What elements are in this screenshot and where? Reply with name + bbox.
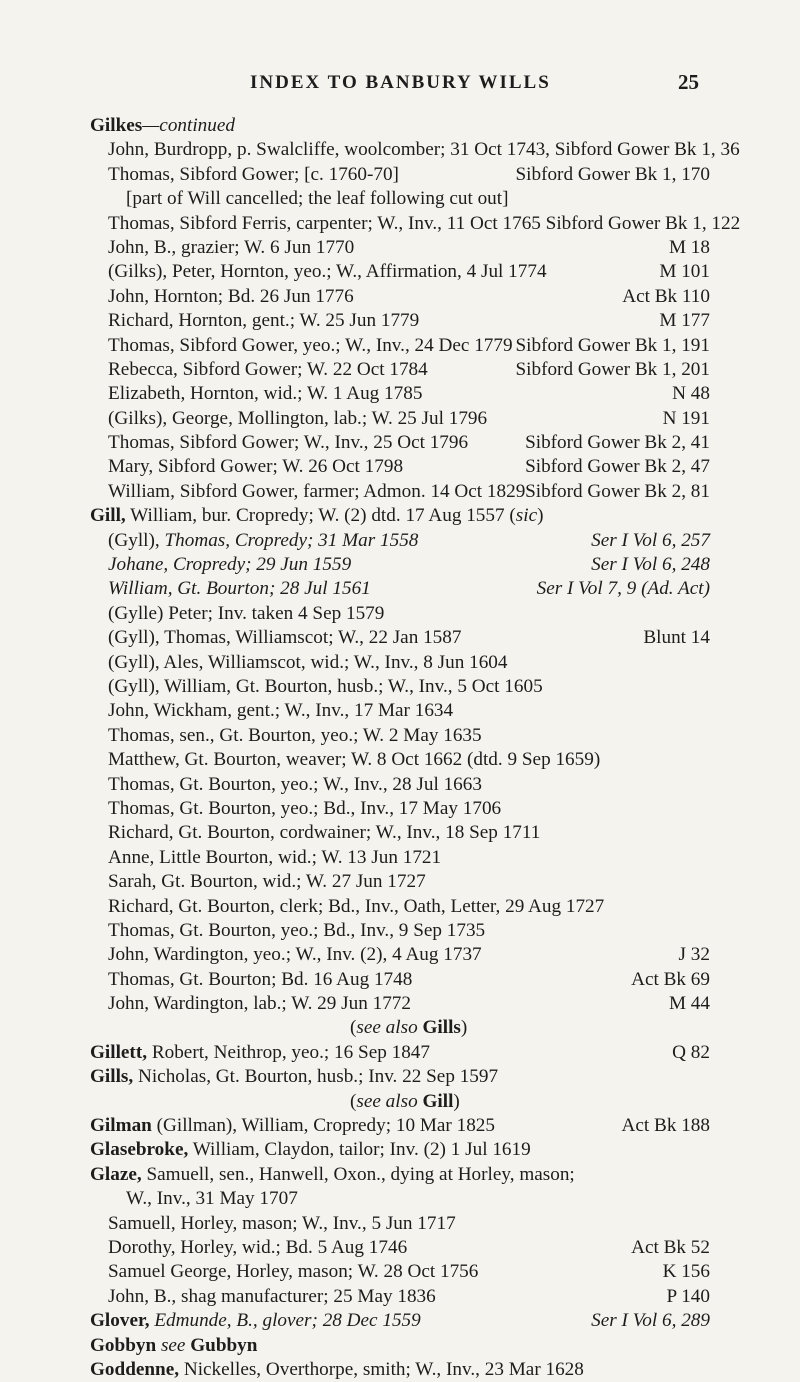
entry-reference: P 140 xyxy=(666,1285,710,1307)
entry-text xyxy=(126,187,509,211)
entry-surname: Glaze, xyxy=(90,1163,142,1185)
index-entry xyxy=(90,163,710,187)
entry-segment: Samuell, Horley, mason; W., Inv., 5 Jun 1717 xyxy=(108,1212,456,1234)
entry-text xyxy=(90,1065,498,1089)
entry-segment: Nickelles, Overthorpe, smith; W., Inv., 23 Mar 1628 xyxy=(179,1358,584,1380)
entry-segment: John, B., shag manufacturer; 25 May 1836 xyxy=(108,1285,436,1307)
entry-text xyxy=(108,480,525,504)
entry-text xyxy=(108,1236,407,1260)
entry-segment: Dorothy, Horley, wid.; Bd. 5 Aug 1746 xyxy=(108,1236,408,1258)
entry-reference: Ser I Vol 7, 9 (Ad. Act) xyxy=(536,578,710,600)
index-entry xyxy=(90,724,710,748)
index-entry xyxy=(90,1260,710,1284)
entry-text xyxy=(108,529,418,553)
index-entry xyxy=(90,1212,710,1236)
entry-reference: M 101 xyxy=(659,261,710,283)
entry-surname: Gilkes xyxy=(90,115,143,136)
entry-reference: Sibford Gower Bk 1, 201 xyxy=(515,358,710,380)
index-entry xyxy=(90,895,710,919)
entry-reference: Sibford Gower Bk 2, 41 xyxy=(525,432,710,454)
entry-text xyxy=(108,602,384,626)
entry-reference: Act Bk 188 xyxy=(621,1115,710,1137)
entry-surname: Gills xyxy=(422,1017,461,1039)
entry-text xyxy=(108,895,604,919)
entry-segment: John, Wardington, yeo.; W., Inv. (2), 4 Aug 1737 xyxy=(108,944,482,966)
entry-segment: Thomas, Gt. Bourton; Bd. 16 Aug 1748 xyxy=(108,968,413,990)
index-entry xyxy=(90,1187,710,1211)
entry-reference: Q 82 xyxy=(672,1041,710,1063)
entry-segment: ( xyxy=(350,1017,357,1039)
index-entry xyxy=(90,529,710,553)
entry-segment: [part of Will cancelled; the leaf following cut out] xyxy=(126,188,509,210)
entry-text xyxy=(108,797,501,821)
entry-text xyxy=(108,285,354,309)
entry-text xyxy=(108,1260,478,1284)
entry-surname: Gubbyn xyxy=(190,1334,258,1356)
entry-segment: William, Claydon, tailor; Inv. (2) 1 Jul 1619 xyxy=(188,1139,531,1161)
entry-text xyxy=(108,212,740,236)
entry-text xyxy=(108,407,487,431)
entry-segment: Thomas, Sibford Ferris, carpenter; W., Inv., 11 Oct 1765 Sibford Gower Bk 1, 122 xyxy=(108,212,741,234)
entry-text xyxy=(108,260,547,284)
index-entry xyxy=(90,553,710,577)
entry-segment: John, Burdropp, p. Swalcliffe, woolcomber; 31 Oct 1743, Sibford Gower Bk 1, 36 xyxy=(108,139,740,161)
index-entry xyxy=(90,1090,710,1114)
index-entries xyxy=(90,114,741,1382)
entry-segment: Robert, Neithrop, yeo.; 16 Sep 1847 xyxy=(147,1041,430,1063)
entry-reference: N 191 xyxy=(662,407,710,429)
entry-segment: Nicholas, Gt. Bourton, husb.; Inv. 22 Sep 1597 xyxy=(133,1066,499,1088)
entry-segment: John, B., grazier; W. 6 Jun 1770 xyxy=(108,236,355,258)
entry-text xyxy=(108,821,540,845)
entry-reference: Ser I Vol 6, 289 xyxy=(591,1310,710,1332)
entry-text xyxy=(108,992,411,1016)
entry-text xyxy=(108,138,740,162)
index-entry xyxy=(90,626,710,650)
entry-segment: John, Wardington, lab.; W. 29 Jun 1772 xyxy=(108,993,411,1015)
entry-surname: Gilman xyxy=(90,1115,152,1137)
index-entry xyxy=(90,870,710,894)
entry-segment: William, Gt. Bourton; 28 Jul 1561 xyxy=(108,578,371,600)
entry-text xyxy=(90,1163,575,1187)
entry-segment: Matthew, Gt. Bourton, weaver; W. 8 Oct 1662 (dtd. 9 Sep 1659) xyxy=(108,749,601,771)
entry-segment: John, Wickham, gent.; W., Inv., 17 Mar 1634 xyxy=(108,700,454,722)
entry-segment: Thomas, Gt. Bourton, yeo.; Bd., Inv., 17 May 1706 xyxy=(108,797,502,819)
index-entry xyxy=(90,1114,710,1138)
index-entry xyxy=(90,1334,710,1358)
entry-text xyxy=(108,748,600,772)
entry-surname: Glover, xyxy=(90,1310,150,1332)
entry-reference: Act Bk 110 xyxy=(622,285,710,307)
entry-segment: sic xyxy=(515,505,538,527)
entry-segment: Richard, Gt. Bourton, cordwainer; W., Inv., 18 Sep 1711 xyxy=(108,822,541,844)
entry-text xyxy=(90,1041,430,1065)
index-entry xyxy=(90,797,710,821)
entry-text xyxy=(108,1285,436,1309)
entry-text xyxy=(126,1187,298,1211)
index-entry xyxy=(90,821,710,845)
entry-segment: see xyxy=(156,1334,191,1356)
entry-surname: Glasebroke, xyxy=(90,1139,189,1161)
entry-text xyxy=(108,309,419,333)
index-entry xyxy=(90,675,710,699)
entry-text xyxy=(90,1138,531,1162)
entry-text xyxy=(108,455,403,479)
index-entry xyxy=(90,968,710,992)
entry-segment: ) xyxy=(460,1017,468,1039)
index-entry xyxy=(90,1285,710,1309)
entry-text xyxy=(90,1358,584,1382)
entry-text xyxy=(108,651,508,675)
index-entry xyxy=(90,431,710,455)
entry-segment: (Gyll), William, Gt. Bourton, husb.; W., Inv., 5 Oct 1605 xyxy=(108,675,543,697)
entry-surname: Gobbyn xyxy=(90,1334,157,1356)
entry-text xyxy=(108,334,513,358)
running-head: INDEX TO BANBURY WILLS xyxy=(250,72,551,93)
entry-reference: M 18 xyxy=(668,236,710,258)
index-entry xyxy=(90,1138,710,1162)
index-entry xyxy=(90,114,710,138)
entry-reference: Sibford Gower Bk 2, 47 xyxy=(525,456,710,478)
index-entry xyxy=(90,992,710,1016)
entry-segment: Thomas, Gt. Bourton, yeo.; Bd., Inv., 9 Sep 1735 xyxy=(108,919,486,941)
entry-reference: N 48 xyxy=(672,383,710,405)
index-entry xyxy=(90,285,710,309)
entry-segment: Richard, Gt. Bourton, clerk; Bd., Inv., Oath, Letter, 29 Aug 1727 xyxy=(108,895,605,917)
entry-segment: (Gylle) Peter; Inv. taken 4 Sep 1579 xyxy=(108,602,385,624)
entry-segment: Richard, Hornton, gent.; W. 25 Jun 1779 xyxy=(108,310,420,332)
entry-text xyxy=(108,431,468,455)
entry-text xyxy=(90,114,235,138)
entry-segment: W., Inv., 31 May 1707 xyxy=(126,1188,298,1210)
entry-reference: M 177 xyxy=(659,310,710,332)
index-entry xyxy=(90,504,710,528)
index-entry xyxy=(90,138,740,162)
entry-reference: Sibford Gower Bk 1, 191 xyxy=(515,334,710,356)
entry-text xyxy=(108,236,354,260)
entry-segment: (Gyll), xyxy=(108,529,165,551)
entry-segment: John, Hornton; Bd. 26 Jun 1776 xyxy=(108,285,354,307)
index-entry xyxy=(90,773,710,797)
index-entry xyxy=(90,236,710,260)
index-entry xyxy=(90,1309,710,1333)
entry-text xyxy=(108,870,426,894)
index-entry xyxy=(90,1065,710,1089)
entry-text xyxy=(108,163,399,187)
entry-text xyxy=(108,773,482,797)
entry-text xyxy=(90,1334,257,1358)
index-entry xyxy=(90,480,710,504)
entry-segment: see also xyxy=(356,1090,423,1112)
entry-reference: Act Bk 69 xyxy=(631,968,710,990)
entry-surname: Goddenne, xyxy=(90,1358,180,1380)
entry-segment: William, bur. Cropredy; W. (2) dtd. 17 Aug 1557 ( xyxy=(125,505,516,527)
entry-reference: Act Bk 52 xyxy=(631,1236,710,1258)
entry-surname: Gillett, xyxy=(90,1041,148,1063)
entry-segment: Thomas, Cropredy; 31 Mar 1558 xyxy=(164,529,419,551)
index-entry xyxy=(90,407,710,431)
entry-segment: (Gyll), Ales, Williamscot, wid.; W., Inv., 8 Jun 1604 xyxy=(108,651,508,673)
entry-reference: Sibford Gower Bk 2, 81 xyxy=(525,480,710,502)
entry-surname: Gill, xyxy=(90,505,126,527)
index-entry xyxy=(90,943,710,967)
entry-surname: Gill xyxy=(422,1090,454,1112)
index-entry xyxy=(90,846,710,870)
entry-text xyxy=(108,968,412,992)
entry-text xyxy=(108,577,371,601)
entry-text xyxy=(108,699,453,723)
entry-surname: Gills, xyxy=(90,1066,134,1088)
entry-segment: William, Sibford Gower, farmer; Admon. 14 Oct 1829 xyxy=(108,480,526,502)
entry-text xyxy=(108,626,461,650)
entry-text xyxy=(90,1309,421,1333)
entry-text xyxy=(350,1016,467,1040)
entry-segment: (Gyll), Thomas, Williamscot; W., 22 Jan 1587 xyxy=(108,627,462,649)
entry-reference: K 156 xyxy=(662,1261,710,1283)
entry-segment: (Gilks), Peter, Hornton, yeo.; W., Affirmation, 4 Jul 1774 xyxy=(108,261,547,283)
index-entry xyxy=(90,187,710,211)
index-entry xyxy=(90,1016,710,1040)
entry-segment: ) xyxy=(453,1090,460,1112)
index-entry xyxy=(90,1163,710,1187)
entry-text xyxy=(90,504,544,528)
index-entry xyxy=(90,699,710,723)
entry-reference: Ser I Vol 6, 248 xyxy=(591,554,710,576)
index-entry xyxy=(90,382,710,406)
index-entry xyxy=(90,919,710,943)
entry-segment: —continued xyxy=(142,115,235,136)
entry-segment: ) xyxy=(537,505,544,527)
entry-segment: Thomas, sen., Gt. Bourton, yeo.; W. 2 May 1635 xyxy=(108,724,482,746)
entry-text xyxy=(108,724,482,748)
index-entry xyxy=(90,602,710,626)
entry-segment: ( xyxy=(350,1090,357,1112)
entry-segment: see also xyxy=(356,1017,423,1039)
entry-text xyxy=(108,846,441,870)
entry-text xyxy=(108,943,482,967)
index-entry xyxy=(90,334,710,358)
entry-segment: (Gilks), George, Mollington, lab.; W. 25 Jul 1796 xyxy=(108,407,488,429)
entry-text xyxy=(108,553,351,577)
index-entry xyxy=(90,577,710,601)
entry-segment: (Gillman), William, Cropredy; 10 Mar 1825 xyxy=(151,1115,495,1137)
entry-reference: Sibford Gower Bk 1, 170 xyxy=(515,163,710,185)
index-entry xyxy=(90,651,710,675)
index-entry xyxy=(90,455,710,479)
entry-segment: Thomas, Sibford Gower, yeo.; W., Inv., 24 Dec 1779 xyxy=(108,334,513,356)
entry-segment: Thomas, Sibford Gower; W., Inv., 25 Oct 1796 xyxy=(108,432,469,454)
entry-segment: Johane, Cropredy; 29 Jun 1559 xyxy=(108,554,352,576)
page-number: 25 xyxy=(678,70,699,94)
index-entry xyxy=(90,358,710,382)
entry-reference: J 32 xyxy=(678,944,710,966)
index-entry xyxy=(90,748,710,772)
entry-segment: Samuel George, Horley, mason; W. 28 Oct 1756 xyxy=(108,1261,479,1283)
entry-segment: Edmunde, B., glover; 28 Dec 1559 xyxy=(149,1310,421,1332)
entry-text xyxy=(108,1212,456,1236)
entry-segment: Thomas, Gt. Bourton, yeo.; W., Inv., 28 Jul 1663 xyxy=(108,773,482,795)
entry-segment: Rebecca, Sibford Gower; W. 22 Oct 1784 xyxy=(108,358,428,380)
entry-segment: Sarah, Gt. Bourton, wid.; W. 27 Jun 1727 xyxy=(108,871,426,893)
entry-text xyxy=(108,919,485,943)
entry-reference: M 44 xyxy=(668,993,710,1015)
entry-segment: Thomas, Sibford Gower; [c. 1760-70] xyxy=(108,163,399,185)
entry-text xyxy=(90,1114,495,1138)
entry-text xyxy=(108,382,422,406)
entry-segment: Anne, Little Bourton, wid.; W. 13 Jun 1721 xyxy=(108,846,442,868)
entry-segment: Mary, Sibford Gower; W. 26 Oct 1798 xyxy=(108,456,404,478)
index-entry xyxy=(90,1236,710,1260)
index-entry xyxy=(90,260,710,284)
index-entry xyxy=(90,309,710,333)
index-entry xyxy=(90,212,741,236)
entry-reference: Blunt 14 xyxy=(643,627,710,649)
entry-reference: Ser I Vol 6, 257 xyxy=(591,529,710,551)
entry-segment: Elizabeth, Hornton, wid.; W. 1 Aug 1785 xyxy=(108,383,423,405)
entry-text xyxy=(350,1090,460,1114)
index-entry xyxy=(90,1358,710,1382)
entry-text xyxy=(108,675,543,699)
entry-text xyxy=(108,358,428,382)
entry-segment: Samuell, sen., Hanwell, Oxon., dying at Horley, mason; xyxy=(141,1163,575,1185)
index-entry xyxy=(90,1041,710,1065)
